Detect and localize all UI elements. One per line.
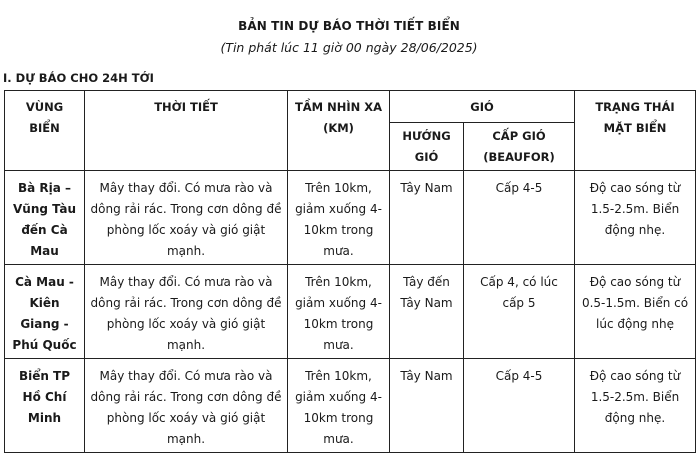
sea-state-cell: Độ cao sóng từ 1.5-2.5m. Biển động nhẹ. — [575, 171, 696, 265]
wind-level-cell: Cấp 4, có lúc cấp 5 — [464, 265, 575, 359]
table-row — [5, 265, 696, 359]
wind-level-cell: Cấp 4-5 — [464, 171, 575, 265]
table-row — [5, 171, 696, 265]
header-wind-direction: HƯỚNG GIÓ — [390, 123, 464, 171]
header-sea-state: TRẠNG THÁI MẶT BIỂN — [575, 91, 696, 171]
wind-direction-cell: Tây Nam — [390, 359, 464, 453]
visibility-cell: Trên 10km, giảm xuống 4-10km trong mưa. — [288, 359, 390, 453]
table-row — [5, 359, 696, 453]
header-weather: THỜI TIẾT — [85, 91, 288, 171]
bulletin-issue-time: (Tin phát lúc 11 giờ 00 ngày 28/06/2025) — [220, 40, 478, 55]
section-heading: I. DỰ BÁO CHO 24H TỚI — [3, 71, 154, 85]
header-visibility: TẦM NHÌN XA (KM) — [288, 91, 390, 171]
wind-direction-cell: Tây Nam — [390, 171, 464, 265]
visibility-cell: Trên 10km, giảm xuống 4-10km trong mưa. — [288, 265, 390, 359]
header-row — [5, 91, 696, 123]
region-cell: Cà Mau - Kiên Giang - Phú Quốc — [5, 265, 85, 359]
region-cell: Biển TP Hồ Chí Minh — [5, 359, 85, 453]
region-cell: Bà Rịa – Vũng Tàu đến Cà Mau — [5, 171, 85, 265]
bulletin-title: BẢN TIN DỰ BÁO THỜI TIẾT BIỂN — [238, 19, 460, 33]
forecast-table — [4, 90, 696, 453]
weather-cell: Mây thay đổi. Có mưa rào và dông rải rác. Trong cơn dông đề phòng lốc xoáy và gió giật mạnh. — [85, 171, 288, 265]
weather-cell: Mây thay đổi. Có mưa rào và dông rải rác. Trong cơn dông đề phòng lốc xoáy và gió giật mạnh. — [85, 359, 288, 453]
visibility-cell: Trên 10km, giảm xuống 4-10km trong mưa. — [288, 171, 390, 265]
sea-state-cell: Độ cao sóng từ 1.5-2.5m. Biển động nhẹ. — [575, 359, 696, 453]
header-region: VÙNG BIỂN — [5, 91, 85, 171]
weather-cell: Mây thay đổi. Có mưa rào và dông rải rác. Trong cơn dông đề phòng lốc xoáy và gió giật mạnh. — [85, 265, 288, 359]
sea-state-cell: Độ cao sóng từ 0.5-1.5m. Biển có lúc động nhẹ — [575, 265, 696, 359]
header-wind-level: CẤP GIÓ (BEAUFOR) — [464, 123, 575, 171]
wind-level-cell: Cấp 4-5 — [464, 359, 575, 453]
header-wind: GIÓ — [390, 91, 575, 123]
wind-direction-cell: Tây đến Tây Nam — [390, 265, 464, 359]
